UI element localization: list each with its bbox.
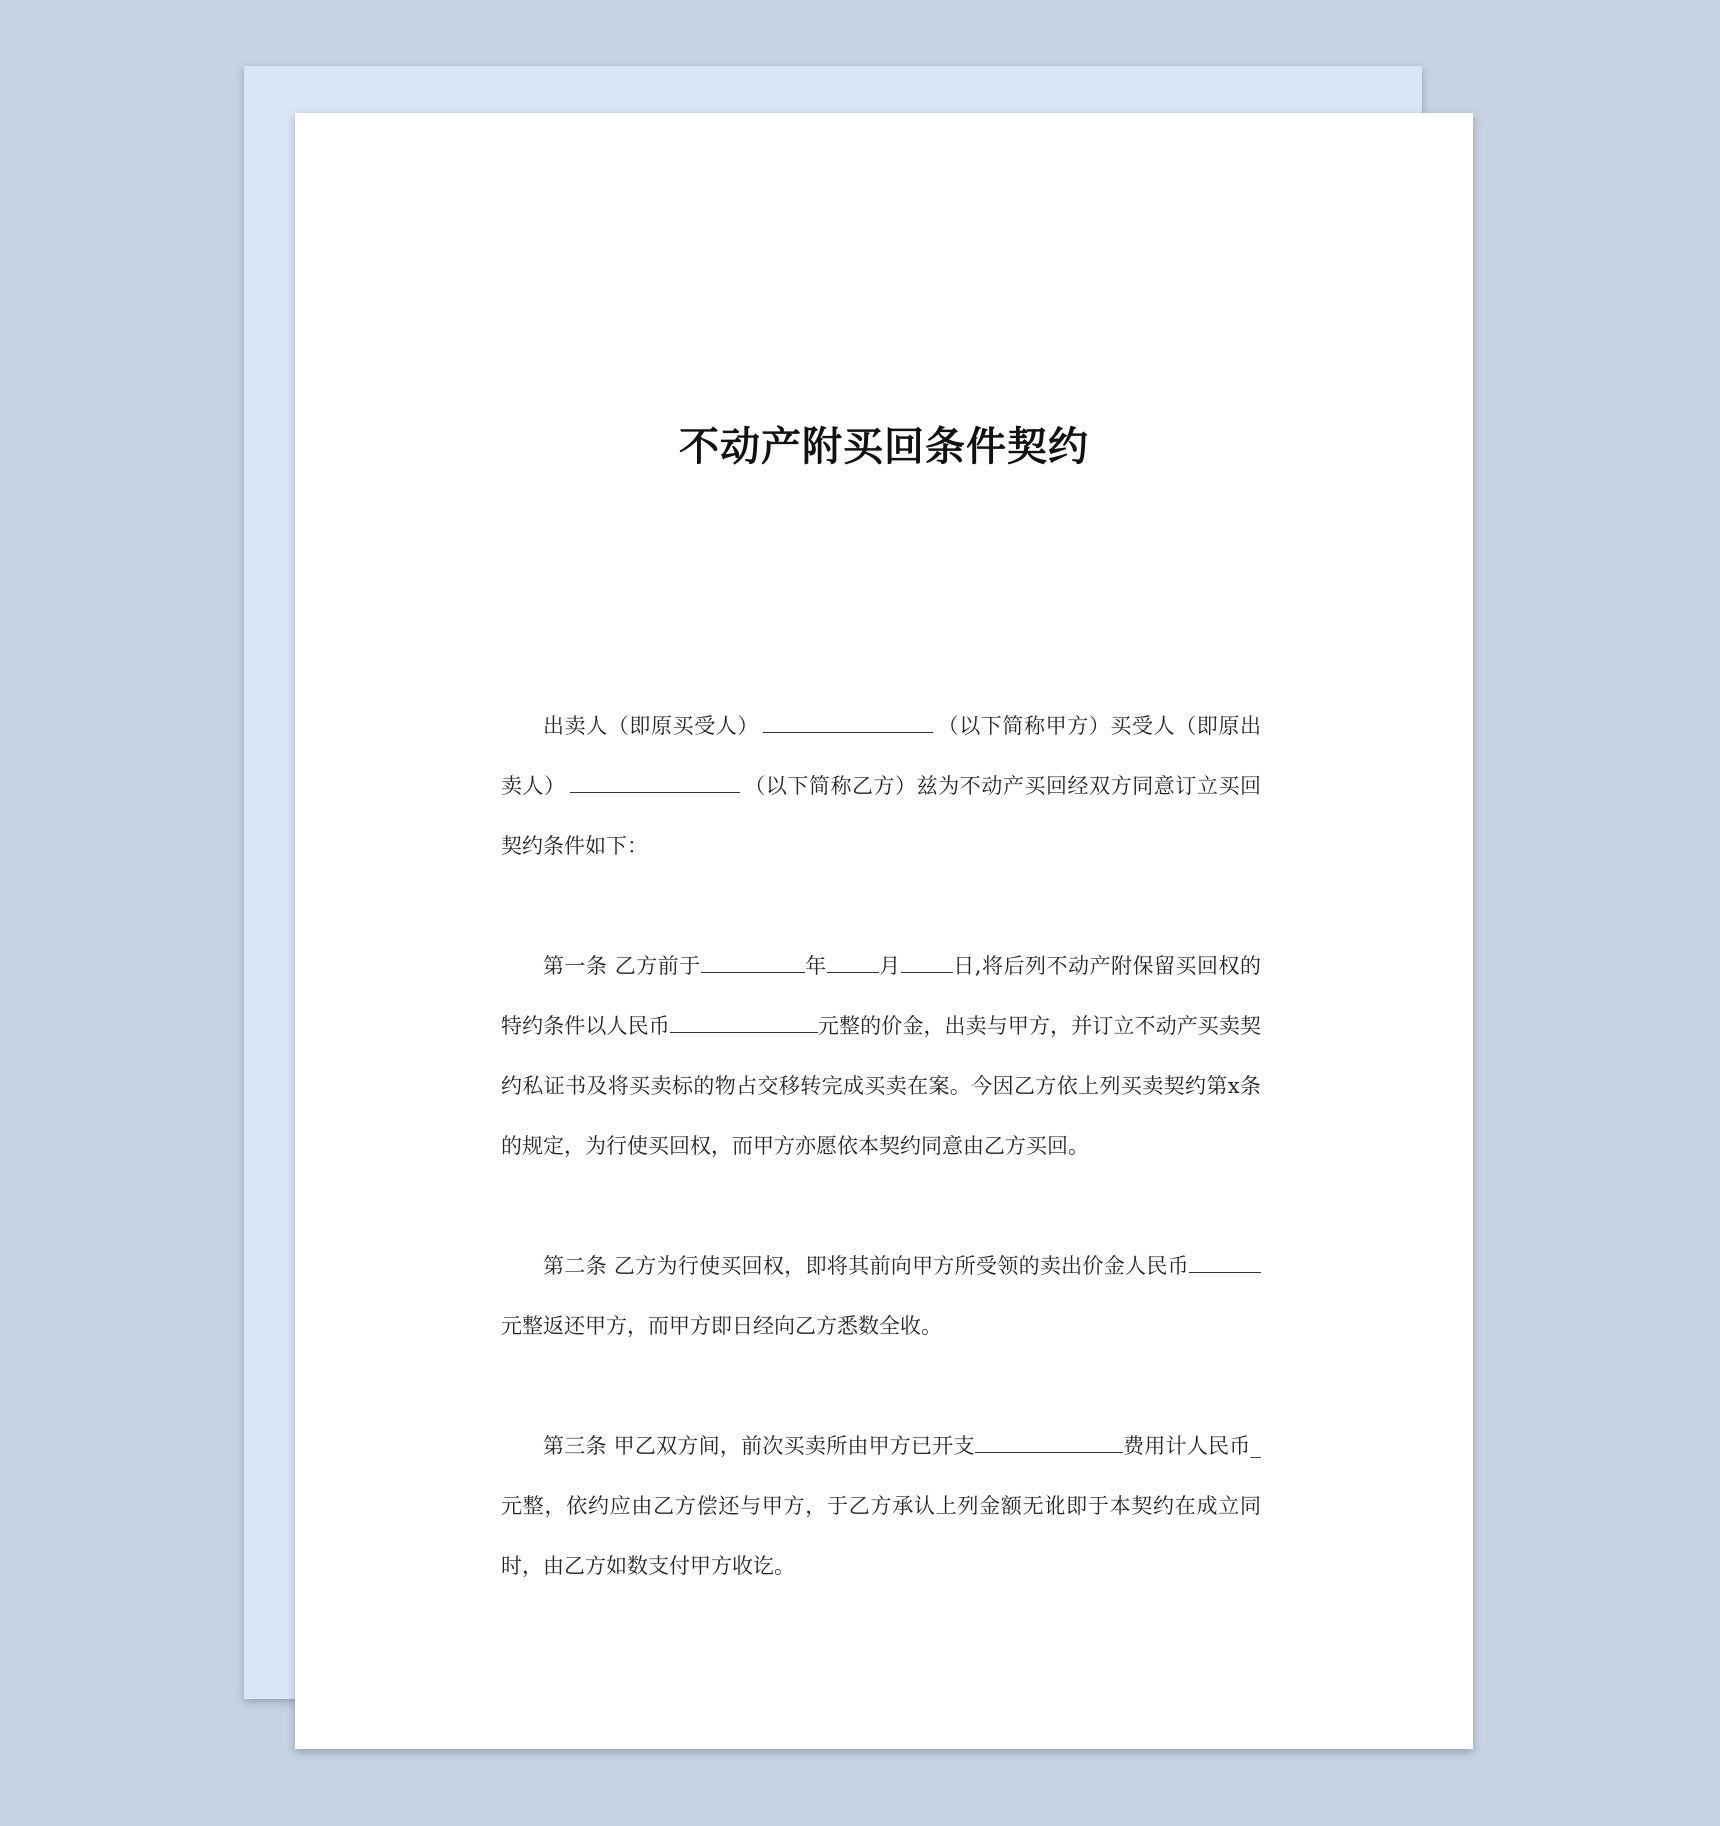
article-1 — [501, 936, 1261, 1176]
paragraph-text: 第二条 乙方为行使买回权，即将其前向甲方所受领的卖出价金人民币 — [543, 1254, 1189, 1278]
paragraph-text: （以下简称乙方）兹为不动产买回经双方同意订立买回契约条件如下： — [501, 774, 1262, 858]
paragraph-parties — [501, 696, 1261, 876]
blank-buyer-name[interactable] — [570, 770, 740, 793]
article-3 — [501, 1416, 1261, 1596]
paragraph-text: 出卖人（即原买受人） — [543, 714, 759, 738]
article-2 — [501, 1236, 1261, 1356]
blank-day[interactable] — [901, 950, 953, 973]
paragraph-text: 费用计人民币_元整，依约应由乙方偿还与甲方，于乙方承认上列金额无讹即于本契约在成立同时，由乙方如数支付甲方收讫。 — [501, 1434, 1261, 1578]
document-title: 不动产附买回条件契约 — [679, 424, 1089, 470]
paragraph-text: 月 — [878, 954, 901, 978]
blank-month[interactable] — [827, 950, 879, 973]
paragraph-text: 第三条 甲乙双方间，前次买卖所由甲方已开支 — [543, 1434, 975, 1458]
paragraph-text: 第一条 乙方前于 — [543, 954, 701, 978]
blank-price-amount[interactable] — [670, 1010, 818, 1033]
document-page — [295, 113, 1473, 1749]
paragraph-text: 元整返还甲方，而甲方即日经向乙方悉数全收。 — [501, 1314, 942, 1338]
blank-seller-name[interactable] — [763, 710, 933, 733]
paragraph-text: （以下简称甲方）买受人（即原出卖人） — [501, 714, 1261, 798]
paragraph-text: 年 — [804, 954, 827, 978]
paragraph-text: 元整的价金，出卖与甲方，并订立不动产买卖契约私证书及将买卖标的物占交移转完成买卖在案。今因乙方依上列买卖契约第x条的规定，为行使买回权，而甲方亦愿依本契约同意由乙方买回。 — [501, 1014, 1261, 1158]
paragraph-text: 日,将后列不动产附保留买回权的特约条件以人民币 — [501, 954, 1261, 1038]
blank-refund-amount[interactable] — [1189, 1250, 1261, 1273]
blank-expense-item[interactable] — [975, 1430, 1123, 1453]
blank-year[interactable] — [701, 950, 805, 973]
